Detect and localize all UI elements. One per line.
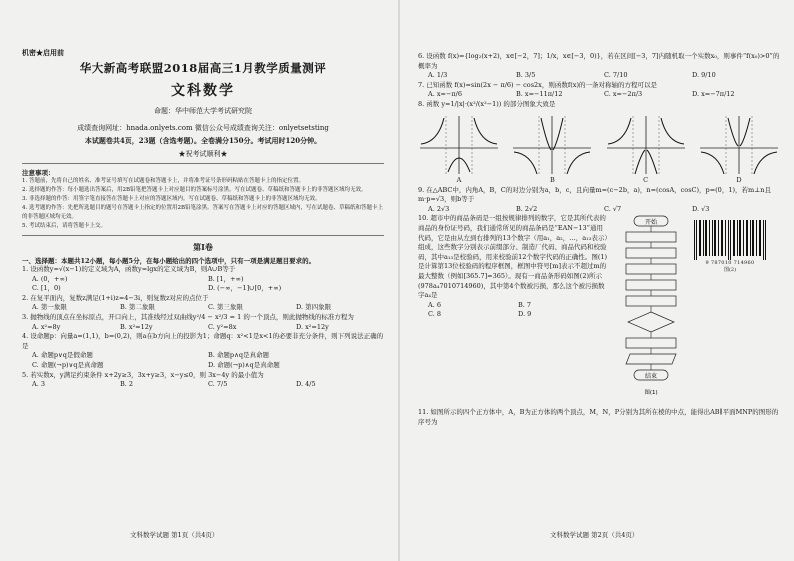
secret-mark: 机密★启用前 [22, 48, 64, 57]
flowchart-figure [616, 214, 686, 408]
option-a: A. 6 [428, 300, 441, 309]
graph-label: C [643, 175, 649, 184]
page-footer: 文科数学试题 第2页（共4页） [550, 531, 639, 539]
option-c: C. 7/10 [604, 71, 628, 80]
graph-a-plot [418, 114, 500, 176]
option-c: C. [1，0) [32, 284, 61, 293]
option-b: B. 3/5 [516, 71, 536, 80]
option-c: C. x=−2π/3 [604, 90, 643, 99]
option-a: A. 2√3 [428, 204, 450, 213]
exam-info: 本试题卷共4页，23题（含选考题）。全卷满分150分。考试用时120分钟。 [84, 136, 322, 145]
question-10-options [418, 301, 608, 320]
graph-c [605, 114, 687, 184]
option-d: D. 第四象限 [296, 303, 332, 312]
option-b: B. x=−11π/12 [516, 90, 563, 99]
graph-d [698, 114, 780, 184]
page-right [400, 0, 794, 561]
note-item: 2. 选择题的作答：每小题选出答案后，用2B铅笔把答题卡上对应题目的答案标号涂黑。写在试题卷、草稿纸和答题卡上的非答题区域均无效。 [22, 187, 367, 193]
option-c: C. 命题(¬p)∨q是真命题 [32, 360, 104, 369]
notes-heading: 注意事项： [22, 169, 55, 177]
flowchart-end-text: 结束 [644, 373, 658, 381]
question-5-options [22, 380, 384, 390]
flowchart-start-text: 开始 [644, 219, 658, 227]
question-1-options [22, 275, 384, 294]
option-d: D. (−∞，−1]∪[0，+∞) [208, 284, 282, 293]
option-a: A. x=−π/6 [428, 90, 462, 99]
question-7-options [418, 90, 780, 100]
graph-d-plot [698, 114, 780, 176]
note-item: 4. 选考题的作答：先把所选题目的题号在答题卡上指定的位置用2B铅笔涂黑。答案写在答题卡上对应的答题区域内，写在试题卷、草稿纸和答题卡上的非答题区域均无效。 [22, 205, 384, 220]
option-d: D. 命题(¬p)∧q是真命题 [208, 360, 280, 369]
graph-a [418, 114, 500, 184]
option-b: B. 第二象限 [120, 303, 155, 312]
option-d: D. 4/5 [296, 380, 316, 389]
note-item: 5. 考试结束后，请将答题卡上交。 [22, 223, 106, 229]
question-7: 7. 已知函数 f(x)=sin(2x − π/6) − cos2x，则函数f(x)的一条对称轴的方程可以是 [418, 80, 657, 89]
question-3-options [22, 323, 384, 333]
note-item: 1. 答题前，先将自己的姓名、准考证号填写在试题卷和答题卡上，并将准考证号条形码粘贴在答题卡上的指定位置。 [22, 178, 304, 184]
exam-maker: 命题：华中师范大学考试研究院 [154, 107, 252, 115]
question-3: 3. 抛物线的顶点在坐标原点，开口向上，其准线经过双曲线y²/4 − x²/3 = 1 的一个顶点，则此抛物线的标准方程为 [22, 312, 354, 321]
option-c: C. y²=8x [208, 322, 237, 331]
option-a: A. 命题p∨q是假命题 [32, 351, 93, 360]
option-b: B. 2 [120, 380, 134, 389]
question-11: 11. 如图所示的四个正方体中，A，B为正方体的两个顶点，M，N，P分别为其所在棱的中点，能得出AB∥平面MNP的图形的序号为 [418, 408, 779, 426]
barcode-caption: 图(2) [723, 267, 737, 274]
question-8: 8. 函数 y=1/|x|·(x²/(x²−1)) 的部分图象大致是 [418, 99, 556, 108]
question-9-options [418, 205, 780, 215]
question-6: 6. 设函数 f(x)={log₂(x+2)，x∈[−2，7]；1/x，x∈[−3，0)}，若在区间[−3，7]内随机取一个实数x₀，则事件“f(x₀)>0”的概率为 [418, 52, 780, 70]
divider [22, 163, 384, 164]
question-4-options [22, 351, 384, 370]
barcode-number: 9 787010 714960 [705, 260, 755, 267]
note-item: 3. 非选择题的作答：用签字笔直接答在答题卡上对应的答题区域内。写在试题卷、草稿纸和答题卡上的非答题区域均无效。 [22, 196, 321, 202]
question-10-block [418, 214, 780, 408]
option-d: D. 9/10 [692, 71, 716, 80]
barcode-image [692, 220, 768, 260]
option-a: A. x²=8y [32, 322, 61, 331]
subject-title: 文科数学 [171, 83, 235, 99]
flowchart-caption: 图(1) [644, 390, 658, 397]
option-b: B. [1，+∞) [208, 274, 244, 283]
option-d: D. √3 [692, 204, 710, 213]
question-5: 5. 若实数x，y满足约束条件 x+2y≥3，3x+y≥3，x−y≤0，则 3x−4y 的最小值为 [22, 370, 264, 379]
graph-label: D [736, 175, 742, 184]
option-c: C. 第三象限 [208, 303, 243, 312]
question-1: 1. 设函数y=√(x−1)的定义域为A，函数y=lgx的定义域为B，则A∪B等于 [22, 265, 236, 273]
option-b: B. x²=12y [120, 322, 153, 331]
graph-b-plot [511, 114, 593, 176]
question-2-options [22, 303, 384, 313]
page-footer: 文科数学试题 第1页（共4页） [130, 531, 219, 539]
graph-label: B [549, 175, 555, 184]
question-4: 4. 设命题p：向量a=(1,1)，b=(0,2)，则a在b方向上的投影为1；命题q：x²<1是x<1的必要非充分条件，则下列说法正确的是 [22, 332, 384, 350]
question-10: 10. 超市中的商品条码是一组按规律排列的数字，它是其所代表的商品的身份证号码，我们通常所见的商品条码是“EAN−13”通用代码，它是由从左到右排列的13个数字（用a₁，a₂，…，a₁₃表示）组成，这些数字分别表示前缀部分、制造厂代码、商品代码和校验码，其中a₁₃是校验码，用来校验前12个数字代码的正确性。图(1)是计算第13位校验码的程序框图，框图中符号[m]表示不超过m的最大整数（例如[365.7]=365）。现有一商品条形码如图(2)所示(978a₄7010714960)，其中第4个数被污损，那么这个被污损数字a₄是 [418, 214, 608, 300]
question-2: 2. 在复平面内，复数z满足(1+i)z=4−3i，则复数z对应的点位于 [22, 293, 209, 302]
option-c: C. 7/5 [208, 380, 228, 389]
query-website: 成绩查询网址：hnada.onlyets.com 微信公众号成绩查询关注：onlyetsetsting [77, 124, 329, 132]
section-heading: 一、选择题：本题共12小题，每小题5分，在每小题给出的四个选项中，只有一项是满足题目要求的。 [22, 257, 316, 265]
question-8-graphs [418, 114, 780, 184]
option-d: D. x²=12y [296, 322, 329, 331]
option-c: C. 8 [428, 310, 442, 319]
barcode-figure [692, 220, 768, 408]
option-a: A. 第一象限 [32, 303, 67, 312]
option-a: A. 1/3 [428, 71, 448, 80]
option-d: D. x=−7π/12 [692, 90, 735, 99]
good-luck: ★祝考试顺利★ [178, 150, 228, 158]
flowchart-diagram [616, 214, 686, 404]
divider [22, 235, 384, 236]
section-title: 第Ⅰ卷 [193, 242, 213, 252]
option-b: B. 7 [518, 300, 532, 309]
graph-b [511, 114, 593, 184]
option-d: D. 9 [518, 310, 532, 319]
option-a: A. 3 [32, 380, 45, 389]
option-b: B. 2√2 [516, 204, 538, 213]
question-6-options [418, 71, 780, 81]
option-a: A. (0，+∞) [32, 274, 68, 283]
option-b: B. 命题p∧q是真命题 [208, 351, 269, 360]
option-c: C. √7 [604, 204, 622, 213]
question-10-text-column [418, 214, 608, 408]
question-9: 9. 在△ABC中，内角A，B，C的对边分别为a，b，c，且向量m=(c−2b，a)，n=(cosA，cosC)，p=(0，1)，若m⊥n且m·p=√3，则b等于 [418, 185, 771, 204]
graph-label: A [456, 175, 462, 184]
graph-c-plot [605, 114, 687, 176]
exam-title: 华大新高考联盟2018届高三1月教学质量测评 [79, 61, 327, 75]
